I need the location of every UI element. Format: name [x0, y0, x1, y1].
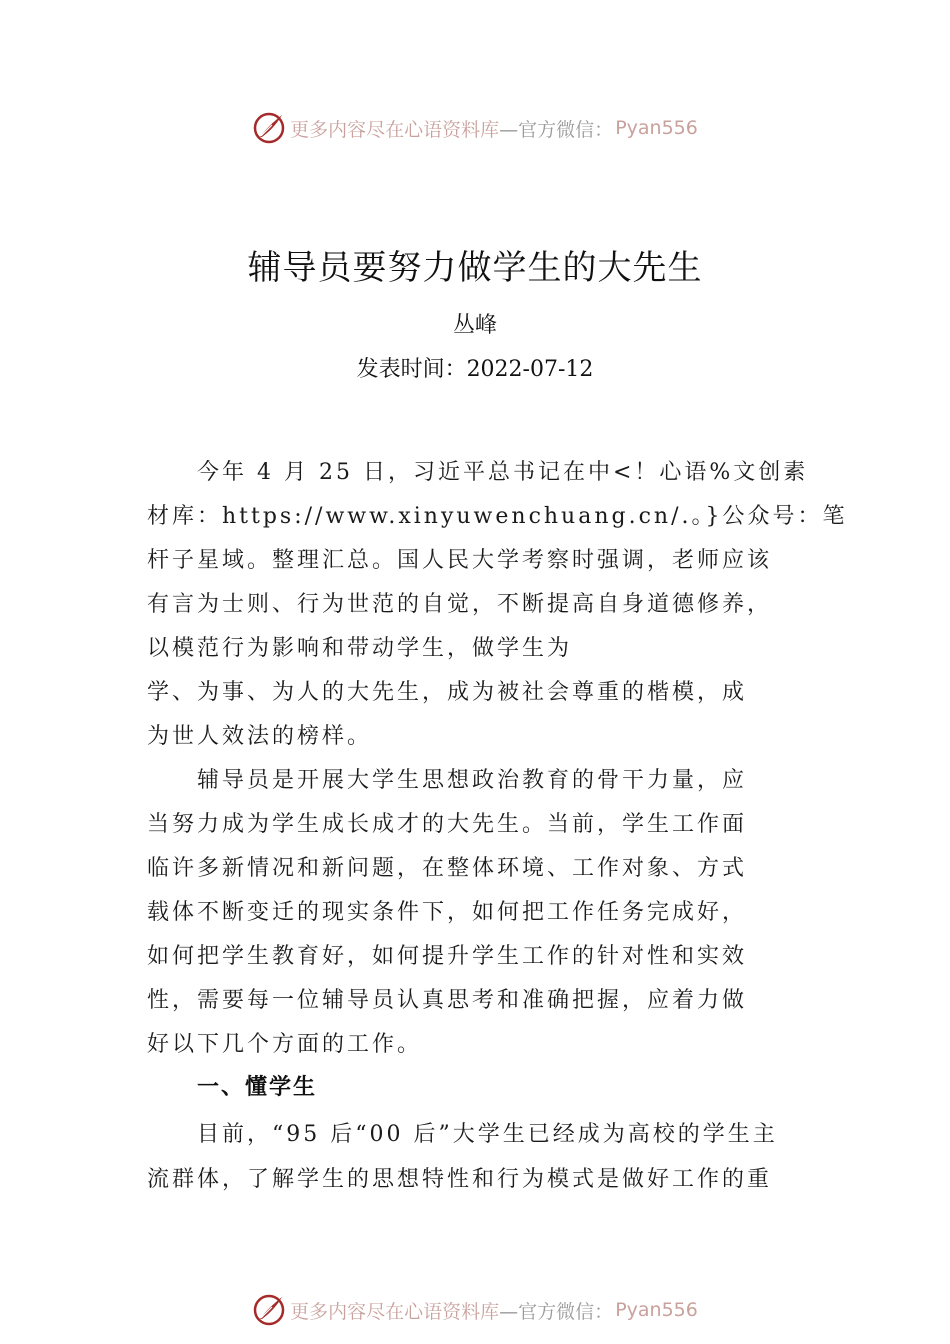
- paragraph-line: 载体不断变迁的现实条件下，如何把工作任务完成好，: [147, 900, 748, 925]
- quill-logo-icon: [252, 111, 286, 145]
- header-watermark-banner: [0, 110, 950, 146]
- paragraph-line: 今年 4 月 25 日，习近平总书记在中<！心语%文创素: [197, 460, 809, 485]
- banner-wechat-id: Pyan556: [615, 117, 698, 139]
- banner-wechat-id: Pyan556: [615, 1299, 698, 1321]
- paragraph-line: 为世人效法的榜样。: [147, 724, 373, 749]
- banner-sub-text: —官方微信：: [499, 118, 614, 141]
- paragraph-line: 流群体，了解学生的思想特性和行为模式是做好工作的重: [147, 1167, 773, 1192]
- paragraph-line: 当努力成为学生成长成才的大先生。当前，学生工作面: [147, 812, 748, 837]
- paragraph-line: 目前，“95 后“00 后”大学生已经成为高校的学生主: [197, 1122, 778, 1147]
- paragraph-line: 杆子星域。整理汇总。国人民大学考察时强调，老师应该: [147, 548, 773, 573]
- quill-logo-icon: [252, 1293, 286, 1327]
- banner-main-text: 更多内容尽在心语资料库: [290, 1300, 500, 1323]
- paragraph-line: 性，需要每一位辅导员认真思考和准确把握，应着力做: [147, 988, 748, 1013]
- paragraph-line: 临许多新情况和新问题，在整体环境、工作对象、方式: [147, 856, 748, 881]
- paragraph-line: 如何把学生教育好，如何提升学生工作的针对性和实效: [147, 944, 748, 969]
- article-author: 丛峰: [452, 313, 497, 338]
- article-title: 辅导员要努力做学生的大先生: [247, 248, 703, 288]
- article-date: 发表时间：2022-07-12: [356, 357, 594, 382]
- paragraph-line: 以模范行为影响和带动学生，做学生为: [147, 636, 573, 661]
- paragraph-line: 学、为事、为人的大先生，成为被社会尊重的楷模，成: [147, 680, 748, 705]
- section-heading: 一、懂学生: [197, 1075, 318, 1100]
- paragraph-line: 有言为士则、行为世范的自觉，不断提高自身道德修养，: [147, 592, 773, 617]
- banner-sub-text: —官方微信：: [499, 1300, 614, 1323]
- footer-watermark-banner: [0, 1292, 950, 1328]
- paragraph-line: 好以下几个方面的工作。: [147, 1032, 423, 1057]
- paragraph-line: 材库：https://www.xinyuwenchuang.cn/.。}公众号：笔: [147, 504, 848, 529]
- banner-main-text: 更多内容尽在心语资料库: [290, 118, 500, 141]
- paragraph-line: 辅导员是开展大学生思想政治教育的骨干力量，应: [197, 768, 748, 793]
